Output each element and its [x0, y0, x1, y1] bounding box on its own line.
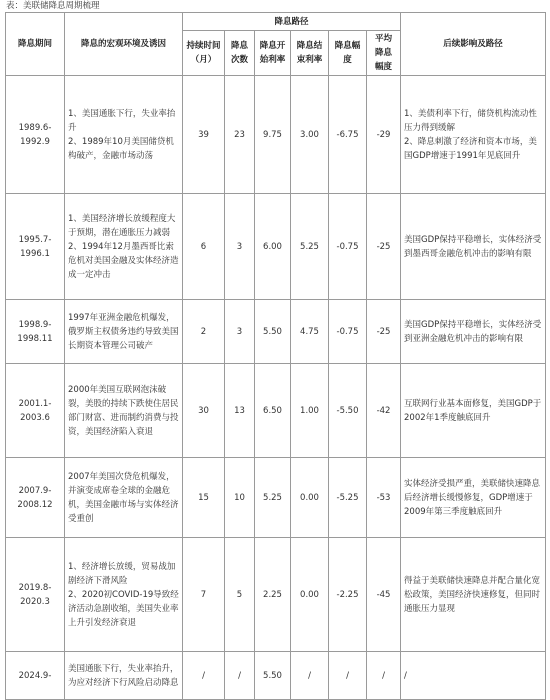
cell-impact: 得益于美联储快速降息并配合量化宽松政策，美国经济快速修复，但同时通胀压力显现 [401, 538, 546, 652]
cell-magnitude: / [329, 652, 367, 700]
header-avg-magnitude: 平均 降息 幅度 [367, 31, 401, 76]
cell-impact: 美国GDP保持平稳增长，实体经济受到亚洲金融危机冲击的影响有限 [401, 300, 546, 364]
cell-magnitude: -0.75 [329, 300, 367, 364]
cell-start-rate: 9.75 [255, 76, 291, 194]
header-path: 降息路径 [183, 13, 401, 31]
cell-period: 2007.9- 2008.12 [6, 458, 65, 538]
cell-macro: 1、经济增长放缓，贸易战加剧经济下滑风险 2、2020初COVID-19导致经济活动急剧收缩，美国失业率上升引发经济衰退 [65, 538, 183, 652]
header-impact: 后续影响及路径 [401, 13, 546, 76]
cell-count: 3 [225, 300, 255, 364]
cell-period: 2001.1- 2003.6 [6, 364, 65, 458]
cell-impact: 互联网行业基本面修复，美国GDP于2002年1季度触底回升 [401, 364, 546, 458]
cell-duration: 6 [183, 194, 225, 300]
cell-period: 1998.9- 1998.11 [6, 300, 65, 364]
cell-macro: 2007年美国次贷危机爆发，并演变成席卷全球的金融危机，美国金融市场与实体经济受重创 [65, 458, 183, 538]
cell-avg-magnitude: -25 [367, 194, 401, 300]
cell-avg-magnitude: -42 [367, 364, 401, 458]
cell-end-rate: 0.00 [291, 458, 329, 538]
cell-avg-magnitude: / [367, 652, 401, 700]
cell-avg-magnitude: -25 [367, 300, 401, 364]
cell-count: 23 [225, 76, 255, 194]
cell-magnitude: -5.25 [329, 458, 367, 538]
table-row [6, 364, 546, 458]
cell-magnitude: -5.50 [329, 364, 367, 458]
table-row [6, 194, 546, 300]
cell-start-rate: 6.50 [255, 364, 291, 458]
header-count: 降息 次数 [225, 31, 255, 76]
cell-period: 2019.8- 2020.3 [6, 538, 65, 652]
table-row [6, 652, 546, 700]
cell-macro: 1、美国经济增长放缓程度大于预期，潜在通胀压力减弱 2、1994年12月墨西哥比索危机对美国金融及实体经济造成一定冲击 [65, 194, 183, 300]
cell-count: 3 [225, 194, 255, 300]
cell-duration: 7 [183, 538, 225, 652]
cell-avg-magnitude: -45 [367, 538, 401, 652]
cell-duration: 15 [183, 458, 225, 538]
cell-end-rate: / [291, 652, 329, 700]
cell-count: 13 [225, 364, 255, 458]
cell-avg-magnitude: -53 [367, 458, 401, 538]
cell-count: 10 [225, 458, 255, 538]
cell-magnitude: -2.25 [329, 538, 367, 652]
cell-impact: / [401, 652, 546, 700]
header-start-rate: 降息开 始利率 [255, 31, 291, 76]
cell-avg-magnitude: -29 [367, 76, 401, 194]
cell-end-rate: 5.25 [291, 194, 329, 300]
cell-magnitude: -6.75 [329, 76, 367, 194]
cell-start-rate: 5.25 [255, 458, 291, 538]
cell-macro: 美国通胀下行，失业率抬升，为应对经济下行风险启动降息 [65, 652, 183, 700]
cell-start-rate: 2.25 [255, 538, 291, 652]
table-row [6, 458, 546, 538]
cell-count: 5 [225, 538, 255, 652]
cell-period: 1995.7- 1996.1 [6, 194, 65, 300]
cell-end-rate: 3.00 [291, 76, 329, 194]
cell-macro: 1、美国通胀下行，失业率抬升 2、1989年10月美国储贷机构破产，金融市场动荡 [65, 76, 183, 194]
cell-impact: 1、美债利率下行，储贷机构流动性压力得到缓解 2、降息刺激了经济和资本市场，美国GDP增速于1991年见底回升 [401, 76, 546, 194]
cell-duration: 30 [183, 364, 225, 458]
cell-duration: 2 [183, 300, 225, 364]
cell-start-rate: 6.00 [255, 194, 291, 300]
cell-macro: 2000年美国互联网泡沫破裂，美股的持续下跌使住居民部门财富、进而制约消费与投资，美国经济陷入衰退 [65, 364, 183, 458]
cell-magnitude: -0.75 [329, 194, 367, 300]
cell-start-rate: 5.50 [255, 300, 291, 364]
cell-end-rate: 4.75 [291, 300, 329, 364]
cell-count: / [225, 652, 255, 700]
rate-cut-cycles-table [5, 12, 546, 700]
table-caption: 表：美联储降息周期梳理 [6, 1, 100, 11]
table-row [6, 76, 546, 194]
cell-impact: 美国GDP保持平稳增长，实体经济受到墨西哥金融危机冲击的影响有限 [401, 194, 546, 300]
table-row [6, 538, 546, 652]
header-macro: 降息的宏观环境及诱因 [65, 13, 183, 76]
cell-macro: 1997年亚洲金融危机爆发，俄罗斯主权债务违约导致美国长期资本管理公司破产 [65, 300, 183, 364]
cell-duration: 39 [183, 76, 225, 194]
cell-impact: 实体经济受损严重，美联储快速降息后经济增长缓慢修复，GDP增速于2009年第三季度触底回升 [401, 458, 546, 538]
cell-duration: / [183, 652, 225, 700]
header-period: 降息期间 [6, 13, 65, 76]
cell-period: 1989.6- 1992.9 [6, 76, 65, 194]
cell-end-rate: 0.00 [291, 538, 329, 652]
header-magnitude: 降息幅 度 [329, 31, 367, 76]
table-row [6, 300, 546, 364]
cell-period: 2024.9- [6, 652, 65, 700]
header-duration: 持续时间 （月） [183, 31, 225, 76]
cell-end-rate: 1.00 [291, 364, 329, 458]
header-end-rate: 降息结 束利率 [291, 31, 329, 76]
cell-start-rate: 5.50 [255, 652, 291, 700]
